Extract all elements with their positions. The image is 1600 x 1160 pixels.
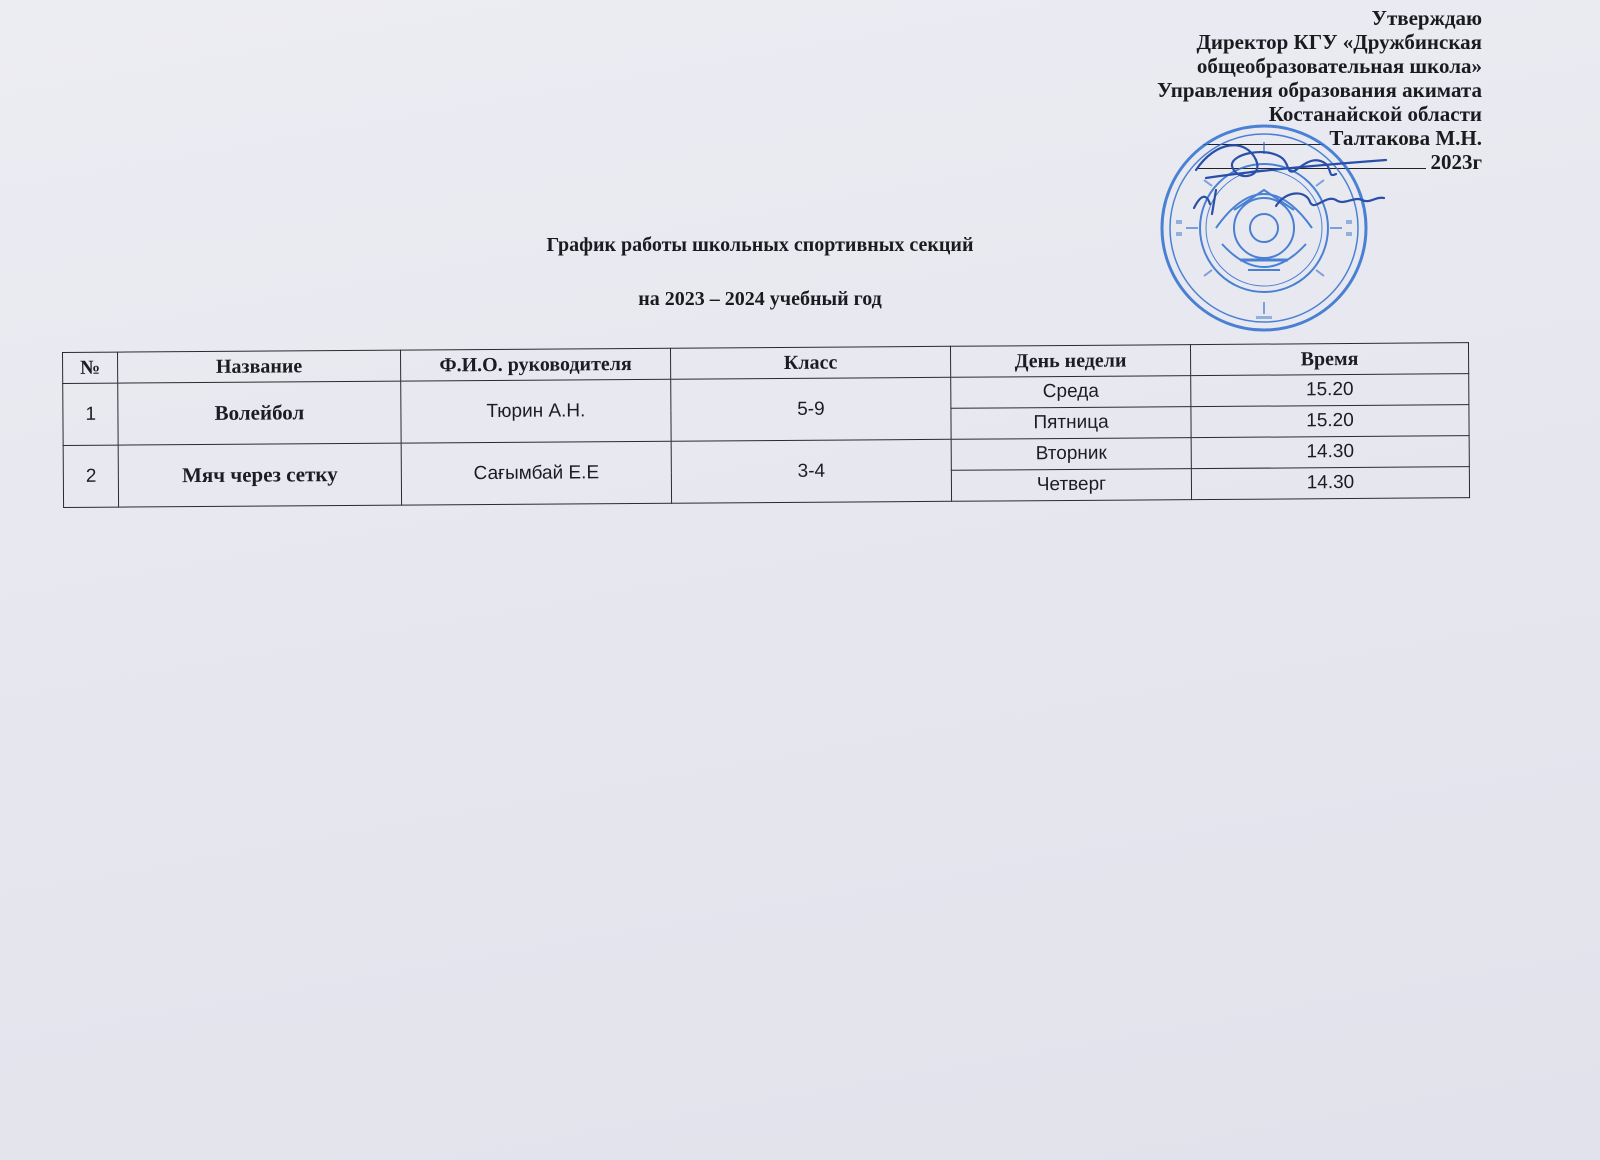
section-grade: 5-9 xyxy=(671,377,951,441)
session-day: Четверг xyxy=(951,469,1191,502)
approval-heading: Утверждаю xyxy=(1371,6,1482,30)
director-name: Талтакова М.Н. xyxy=(1329,126,1482,150)
schedule-table xyxy=(62,342,1470,508)
row-num: 2 xyxy=(63,445,118,507)
document-title: График работы школьных спортивных секций xyxy=(546,234,974,256)
section-leader: Сағымбай Е.Е xyxy=(401,441,671,505)
section-leader: Тюрин А.Н. xyxy=(401,379,671,443)
approval-school: общеобразовательная школа» xyxy=(1196,54,1482,78)
document-subtitle: на 2023 – 2024 учебный год xyxy=(638,288,882,310)
session-time: 14.30 xyxy=(1191,436,1469,469)
approval-position: Директор КГУ «Дружбинская xyxy=(1196,30,1482,54)
session-day: Пятница xyxy=(951,407,1191,440)
header-grade: Класс xyxy=(670,346,950,379)
header-day: День недели xyxy=(950,345,1190,378)
section-name: Волейбол xyxy=(118,381,401,445)
director-signature-icon xyxy=(1186,130,1426,220)
header-leader: Ф.И.О. руководителя xyxy=(400,348,670,381)
row-num: 1 xyxy=(63,383,118,445)
session-day: Вторник xyxy=(951,438,1191,471)
session-time: 15.20 xyxy=(1191,374,1469,407)
section-grade: 3-4 xyxy=(671,439,951,503)
session-time: 15.20 xyxy=(1191,405,1469,438)
header-num: № xyxy=(63,352,118,383)
session-day: Среда xyxy=(951,376,1191,409)
section-name: Мяч через сетку xyxy=(118,443,401,507)
approval-year: 2023г xyxy=(1430,150,1482,174)
header-time: Время xyxy=(1190,343,1468,376)
approval-region: Костанайской области xyxy=(1268,102,1482,126)
header-name: Название xyxy=(118,350,401,383)
session-time: 14.30 xyxy=(1191,467,1469,500)
approval-department: Управления образования акимата xyxy=(1157,78,1482,102)
schedule-table-wrapper xyxy=(62,342,1469,508)
